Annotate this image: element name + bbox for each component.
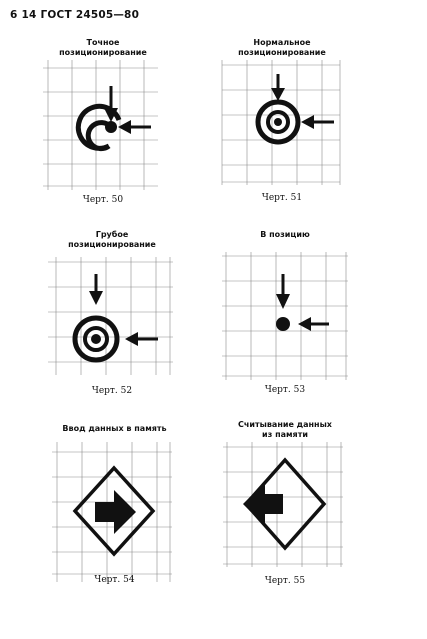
figure-55-title — [223, 420, 347, 440]
figure-54-title — [52, 424, 177, 434]
figure-55-title-line-1: Считывание данных — [238, 420, 332, 429]
figure-51-caption: Черт. 51 — [261, 193, 303, 203]
figure-52-title-line-2: позиционирование — [68, 240, 156, 249]
figure-51-center-dot — [274, 118, 282, 126]
figure-53-position-dot — [276, 317, 290, 331]
header-number-prefix: 14 — [21, 9, 37, 21]
figure-55-symbol — [223, 442, 347, 572]
figure-50-title-line-1: Точное — [86, 38, 120, 47]
figure-52-caption: Черт. 52 — [91, 386, 133, 396]
figure-50-title — [43, 38, 163, 58]
figure-54 — [52, 424, 177, 594]
figure-50-title-line-2: позиционирование — [59, 48, 147, 57]
figure-52-title — [48, 230, 176, 250]
figure-51-down-arrow — [271, 88, 285, 101]
page-header — [10, 9, 143, 21]
figure-54-symbol — [52, 442, 177, 577]
standard-name: ГОСТ — [40, 9, 72, 21]
figure-53-title-line-1: В позицию — [260, 230, 310, 239]
figure-53-left-arrow — [298, 317, 311, 331]
figure-54-title-line-1: Ввод данных в память — [62, 424, 167, 433]
figure-50 — [43, 38, 163, 213]
figure-51-title-line-1: Нормальное — [253, 38, 311, 47]
figure-53-caption: Черт. 53 — [264, 385, 306, 395]
figure-50-center-dot — [105, 121, 117, 133]
figure-53-grid — [222, 252, 348, 380]
standard-number: 24505—80 — [75, 9, 140, 21]
figure-52-symbol — [48, 257, 176, 387]
figure-55 — [223, 420, 347, 592]
figure-55-title-line-2: из памяти — [262, 430, 308, 439]
figure-53-symbol — [222, 252, 348, 387]
page-number: 6 — [10, 9, 18, 21]
figure-54-thick-arrow — [95, 490, 136, 534]
figure-50-caption: Черт. 50 — [82, 195, 124, 205]
figure-51-title — [222, 38, 342, 58]
figure-51-symbol — [222, 60, 342, 190]
figure-51 — [222, 38, 342, 213]
figure-52-center-dot — [91, 334, 101, 344]
figure-50-symbol — [43, 60, 163, 195]
figure-52-left-arrow — [125, 332, 138, 346]
figure-53-title — [222, 230, 348, 240]
figure-54-caption: Черт. 54 — [94, 575, 135, 585]
figure-51-title-line-2: позиционирование — [238, 48, 326, 57]
figure-52-down-arrow — [89, 291, 103, 305]
figure-55-caption: Черт. 55 — [264, 576, 306, 586]
figure-53-down-arrow — [276, 294, 290, 309]
figure-52 — [48, 230, 176, 402]
figure-53 — [222, 230, 348, 402]
figure-51-left-arrow — [301, 115, 314, 129]
figure-52-title-line-1: Грубое — [95, 230, 129, 239]
